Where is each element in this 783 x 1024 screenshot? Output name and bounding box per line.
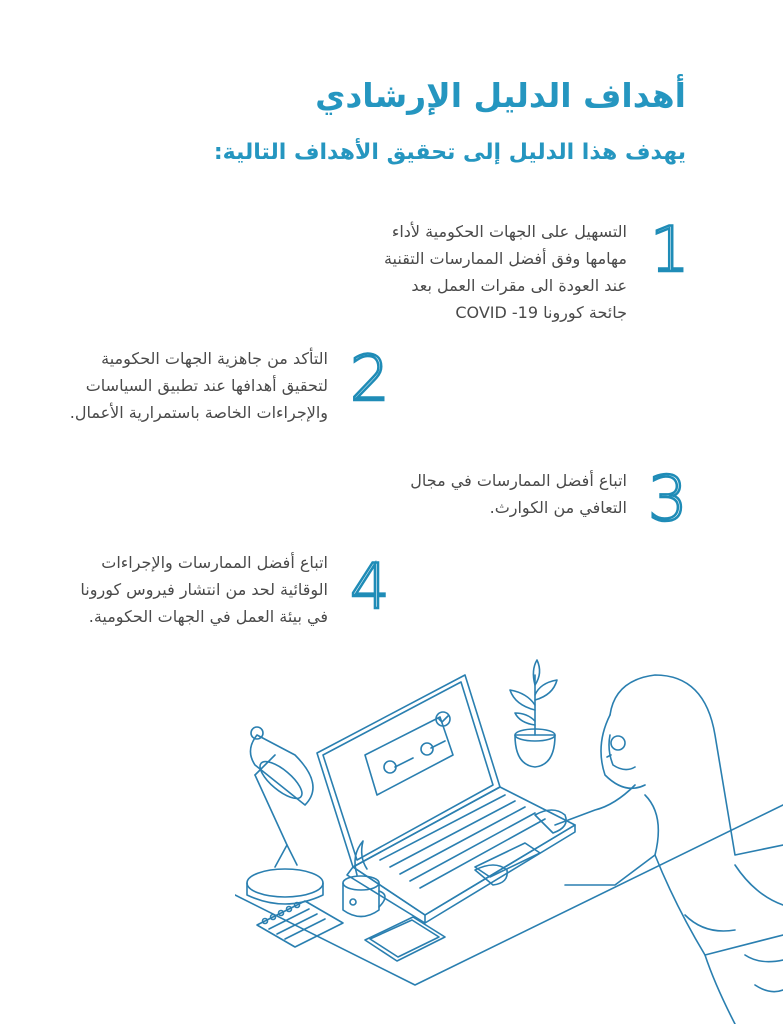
desk-outline xyxy=(235,805,783,985)
goal-line: اتباع أفضل الممارسات في مجال xyxy=(410,471,627,490)
laptop-icon xyxy=(317,675,575,923)
plant-icon xyxy=(510,660,557,767)
goal-item-3 xyxy=(410,467,627,521)
goal-text-2 xyxy=(70,345,328,426)
goal-line: الوقائية لحد من انتشار فيروس كورونا xyxy=(80,580,328,599)
goal-line: التأكد من جاهزية الجهات الحكومية xyxy=(101,349,328,368)
goal-line: التعافي من الكوارث. xyxy=(489,498,627,517)
page-title: أهداف الدليل الإرشادي xyxy=(315,76,686,115)
woman-working-at-laptop-illustration xyxy=(235,655,783,1024)
desk-lamp-icon xyxy=(247,727,323,904)
goal-line: والإجراءات الخاصة باستمرارية الأعمال. xyxy=(69,403,328,422)
goal-line: التسهيل على الجهات الحكومية لأداء xyxy=(391,222,627,241)
goal-number-4: 4 xyxy=(350,550,390,623)
goal-number-3: 3 xyxy=(648,462,688,535)
goal-item-4 xyxy=(80,549,328,630)
goal-text-3 xyxy=(410,467,627,521)
page-subtitle: يهدف هذا الدليل إلى تحقيق الأهداف التالية: xyxy=(213,140,686,165)
goal-line: جائحة كورونا 19- COVID xyxy=(455,303,627,322)
goal-number-1: 1 xyxy=(650,213,690,286)
goal-line: مهامها وفق أفضل الممارسات التقنية xyxy=(383,249,627,268)
goal-line: لتحقيق أهدافها عند تطبيق السياسات xyxy=(85,376,328,395)
goal-line: اتباع أفضل الممارسات والإجراءات xyxy=(101,553,328,572)
goal-text-4 xyxy=(80,549,328,630)
tablet-icon xyxy=(365,917,445,961)
goal-number-2: 2 xyxy=(350,342,390,415)
goal-line: في بيئة العمل في الجهات الحكومية. xyxy=(88,607,328,626)
goal-item-1 xyxy=(384,218,627,326)
goal-item-2 xyxy=(70,345,328,426)
goal-text-1 xyxy=(384,218,627,326)
notepad-icon xyxy=(257,901,343,947)
goal-line: عند العودة الى مقرات العمل بعد xyxy=(411,276,627,295)
woman-figure-icon xyxy=(475,675,783,1024)
